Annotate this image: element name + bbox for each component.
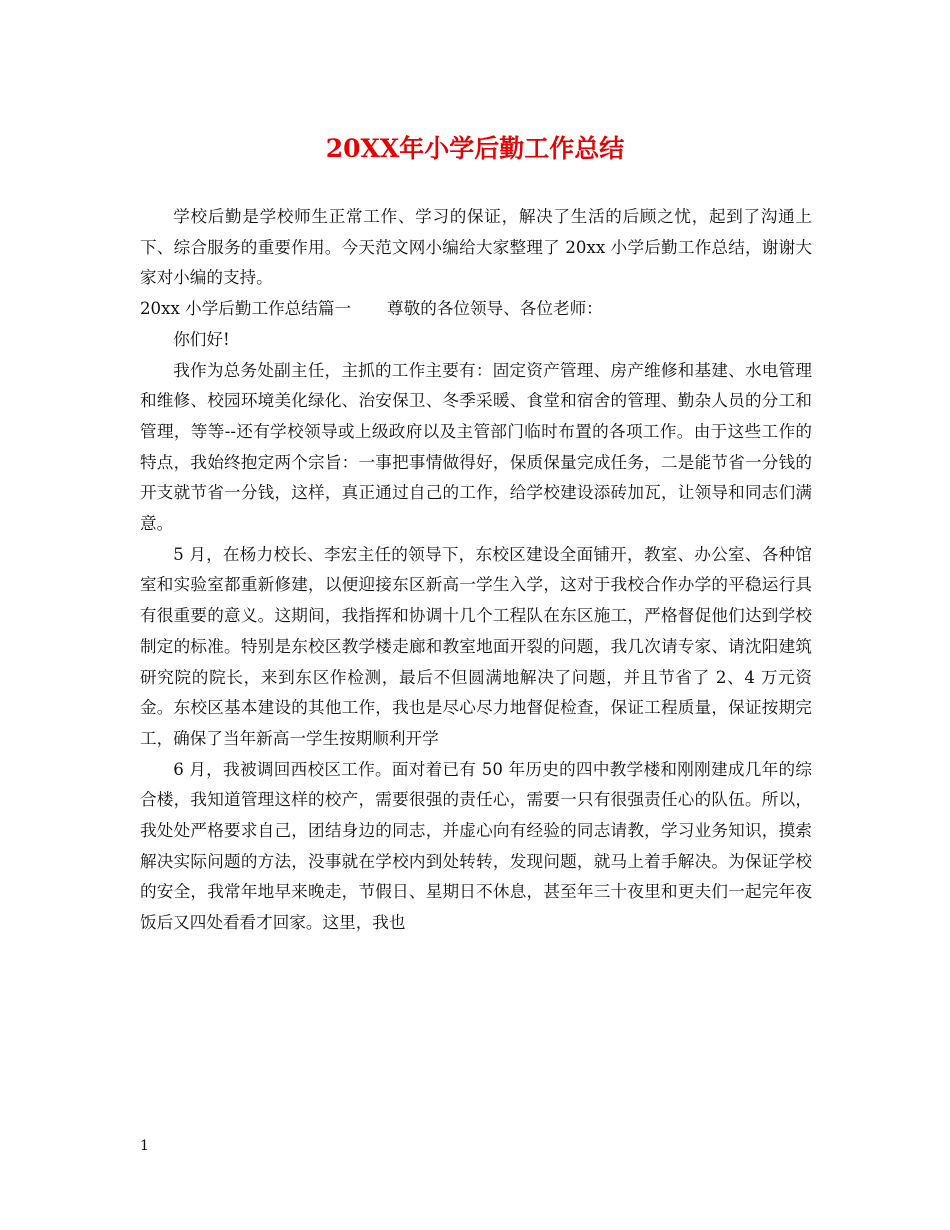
- body-paragraph-1: 我作为总务处副主任，主抓的工作主要有：固定资产管理、房产维修和基建、水电管理和维修、校园环境美化绿化、治安保卫、冬季采暖、食堂和宿舍的管理、勤杂人员的分工和管理，等等--还有学校领导或上级政府以及主管部门临时布置的各项工作。由于这些工作的特点，我始终抱定两个宗旨：一事把事情做得好，保质保量完成任务，二是能节省一分钱的开支就节省一分钱，这样，真正通过自己的工作，给学校建设添砖加瓦，让领导和同志们满意。: [140, 360, 812, 534]
- intro-paragraph: 学校后勤是学校师生正常工作、学习的保证，解决了生活的后顾之忧，起到了沟通上下、综合服务的重要作用。今天范文网小编给大家整理了 20xx 小学后勤工作总结，谢谢大家对小编的支持。: [140, 207, 812, 288]
- document-title: 20XX年小学后勤工作总结: [325, 134, 625, 163]
- salutation: 尊敬的各位领导、各位老师：: [387, 299, 603, 319]
- section-heading-line: [140, 294, 812, 325]
- section-heading: 20xx 小学后勤工作总结篇一: [140, 299, 352, 319]
- body-paragraph-2: 5 月，在杨力校长、李宏主任的领导下，东校区建设全面铺开，教室、办公室、各种馆室和实验室都重新修建，以便迎接东区新高一学生入学，这对于我校合作办学的平稳运行具有很重要的意义。这期间，我指挥和协调十几个工程队在东区施工，严格督促他们达到学校制定的标准。特别是东校区教学楼走廊和教室地面开裂的问题，我几次请专家、请沈阳建筑研究院的院长，来到东区作检测，最后不但圆满地解决了问题，并且节省了 2、4 万元资金。东校区基本建设的其他工作，我也是尽心尽力地督促检查，保证工程质量，保证按期完工，确保了当年新高一学生按期顺利开学: [140, 544, 812, 748]
- greeting: 你们好!: [173, 329, 230, 349]
- page-number: 1: [140, 1138, 149, 1154]
- body-paragraph-3: 6 月，我被调回西校区工作。面对着已有 50 年历史的四中教学楼和刚刚建成几年的综合楼，我知道管理这样的校产，需要很强的责任心，需要一只有很强责任心的队伍。所以，我处处严格要求自己，团结身边的同志，并虚心向有经验的同志请教，学习业务知识，摸索解决实际问题的方法，没事就在学校内到处转转，发现问题，就马上着手解决。为保证学校的安全，我常年地早来晚走，节假日、星期日不休息，甚至年三十夜里和更夫们一起完年夜饭后又四处看看才回家。这里，我也: [140, 759, 812, 933]
- document-body: [140, 202, 812, 939]
